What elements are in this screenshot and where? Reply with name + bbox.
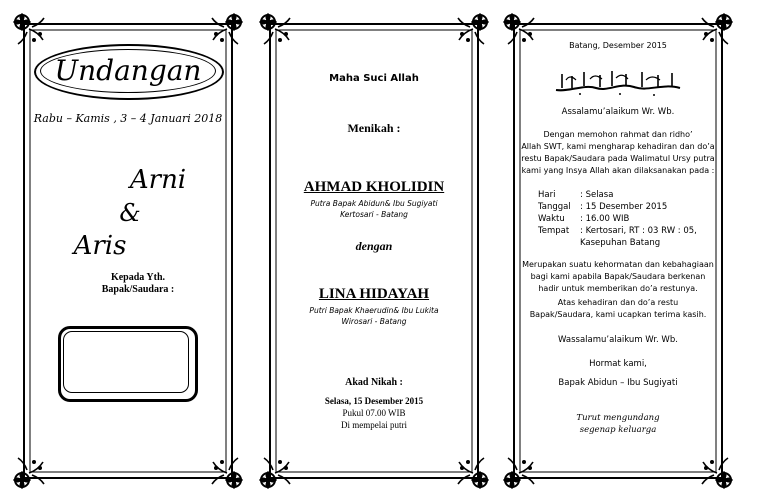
corner-ornament-icon	[700, 456, 736, 492]
intro-line-4: kami yang Insya Allah akan dilaksanakan pada :	[521, 166, 715, 175]
with-word: dengan	[355, 239, 393, 253]
closing-greeting: Wassalamu’alaikum Wr. Wb.	[558, 335, 678, 345]
detail-value: : Kertosari, RT : 03 RW : 05,	[580, 226, 697, 236]
intro-line-2: Allah SWT, kami mengharap kehadiran dan do’a	[521, 142, 715, 151]
intro-line-1: Dengan memohon rahmat dan ridho’	[543, 130, 693, 139]
bride-address: Wirosari - Batang	[341, 317, 407, 326]
detail-key: Tanggal	[538, 202, 571, 212]
corner-ornament-icon	[10, 10, 46, 46]
groom-parents: Putra Bapak Abidun& Ibu Sugiyati	[310, 199, 438, 208]
corner-ornament-icon	[210, 10, 246, 46]
praise-heading: Maha Suci Allah	[329, 73, 419, 84]
detail-value: : 15 Desember 2015	[580, 202, 668, 212]
detail-value: Kasepuhan Batang	[580, 238, 661, 248]
to-label-2: Bapak/Saudara :	[101, 284, 175, 295]
corner-ornament-icon	[210, 456, 246, 492]
groom-short-name: Arni	[129, 165, 187, 195]
groom-name: AHMAD KHOLIDIN	[303, 179, 445, 195]
honor-line-2: bagi kami apabila Bapak/Saudara berkenan	[530, 272, 706, 281]
bride-name: LINA HIDAYAH	[318, 286, 430, 302]
invitation-title: Undangan	[54, 54, 202, 87]
regards: Hormat kami,	[589, 359, 647, 369]
ampersand: &	[119, 199, 141, 227]
bismillah-calligraphy	[550, 66, 686, 98]
corner-ornament-icon	[256, 456, 292, 492]
place-date: Batang, Desember 2015	[569, 41, 667, 50]
akad-place: Di mempelai putri	[341, 420, 407, 430]
to-label: Kepada Yth.	[110, 272, 166, 283]
address-box-inner	[63, 331, 189, 393]
detail-value: : 16.00 WIB	[580, 214, 630, 224]
corner-ornament-icon	[10, 456, 46, 492]
corner-ornament-icon	[256, 10, 292, 46]
signers: Bapak Abidun – Ibu Sugiyati	[558, 378, 678, 388]
bride-parents: Putri Bapak Khaerudin& Ibu Lukita	[309, 306, 439, 315]
corner-ornament-icon	[500, 10, 536, 46]
intro-line-3: restu Bapak/Saudara pada Walimatul Ursy putra	[521, 154, 715, 163]
honor-line-1: Merupakan suatu kehormatan dan kebahagiaan	[522, 260, 714, 269]
akad-time: Pukul 07.00 WIB	[342, 408, 406, 418]
detail-key: Waktu	[538, 214, 565, 224]
detail-key: Tempat	[538, 226, 570, 236]
detail-value: : Selasa	[580, 190, 614, 200]
akad-day: Selasa, 15 Desember 2015	[324, 396, 424, 406]
thanks-line-2: Bapak/Saudara, kami ucapkan terima kasih.	[529, 310, 707, 319]
couple-panel	[256, 10, 492, 492]
cover-panel	[10, 10, 246, 492]
corner-ornament-icon	[456, 456, 492, 492]
corner-ornament-icon	[700, 10, 736, 46]
corner-ornament-icon	[500, 456, 536, 492]
akad-label: Akad Nikah :	[345, 377, 403, 388]
groom-address: Kertosari - Batang	[340, 210, 408, 219]
detail-key: Hari	[538, 190, 556, 200]
date-line: Rabu – Kamis , 3 – 4 Januari 2018	[33, 112, 223, 125]
married-label: Menikah :	[347, 121, 401, 135]
thanks-line-1: Atas kehadiran dan do’a restu	[557, 298, 679, 307]
honor-line-3: hadir untuk memberikan do’a restunya.	[538, 284, 698, 293]
also-invite-2: segenap keluarga	[579, 425, 657, 435]
details-panel	[500, 10, 736, 492]
also-invite-1: Turut mengundang	[576, 413, 660, 423]
greeting: Assalamu’alaikum Wr. Wb.	[561, 107, 675, 117]
corner-ornament-icon	[456, 10, 492, 46]
bride-short-name: Aris	[73, 231, 127, 261]
